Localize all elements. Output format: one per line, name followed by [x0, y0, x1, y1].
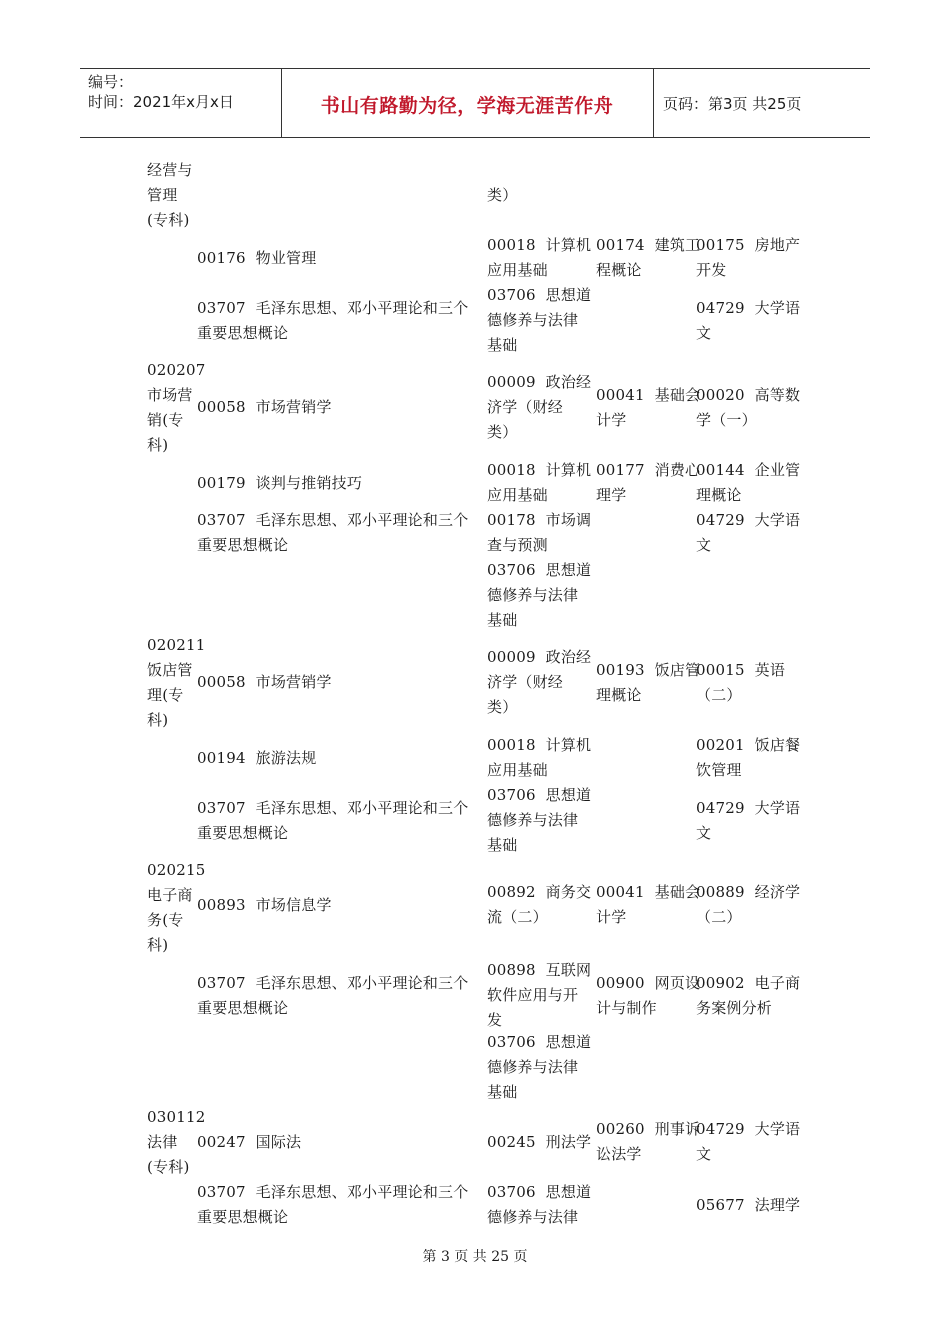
course-cell: 济学（财经	[487, 673, 564, 691]
major-name: (专科)	[147, 211, 190, 229]
course-entry: 00247 国际法	[197, 1132, 302, 1151]
course-cell: 德修养与法律	[487, 311, 579, 329]
major-name: 020211	[147, 636, 206, 654]
course-cell: 应用基础	[487, 486, 548, 504]
course-cell: 计学	[596, 908, 627, 926]
course-cell: 04729 大学语	[696, 511, 801, 529]
course-cell: （二）	[696, 908, 742, 926]
course-entry: 03707 毛泽东思想、邓小平理论和三个	[197, 1183, 469, 1201]
course-entry: 重要思想概论	[197, 1208, 289, 1226]
course-cell: 发	[487, 1011, 503, 1029]
course-entry: 重要思想概论	[197, 823, 289, 842]
course-cell: 查与预测	[487, 536, 548, 554]
course-cell: 软件应用与开	[487, 986, 579, 1004]
course-cell: 应用基础	[487, 761, 548, 779]
course-entry: 重要思想概论	[197, 323, 289, 342]
number-label: 编号：	[88, 73, 134, 91]
course-cell: 德修养与法律	[487, 1208, 579, 1226]
major-name: 科)	[147, 711, 169, 729]
course-cell: 03706 思想道	[487, 1033, 592, 1051]
course-cell: 类）	[487, 698, 518, 716]
course-cell: 03706 思想道	[487, 786, 592, 804]
course-cell: 00178 市场调	[487, 511, 592, 529]
major-name: 020207	[147, 361, 206, 379]
course-cell: 德修养与法律	[487, 1058, 579, 1076]
course-cell: 00018 计算机	[487, 736, 592, 754]
course-cell: 学（一）	[696, 410, 757, 429]
course-cell: 基础	[487, 1083, 518, 1101]
course-entry: 00058 市场营销学	[197, 398, 332, 416]
course-cell: 00201 饭店餐	[696, 736, 801, 754]
course-cell: 程概论	[596, 261, 642, 279]
course-cell: 00902 电子商	[696, 973, 801, 992]
major-name: 管理	[147, 186, 178, 204]
course-cell: 00177 消费心	[596, 461, 701, 479]
course-cell: 00018 计算机	[487, 236, 592, 254]
course-cell: 文	[696, 536, 712, 554]
course-cell: 00900 网页设	[596, 973, 701, 992]
course-cell: 文	[696, 1145, 712, 1163]
course-entry: 重要思想概论	[197, 998, 289, 1017]
course-cell: 00892 商务交	[487, 883, 592, 901]
course-entry: 03707 毛泽东思想、邓小平理论和三个	[197, 798, 469, 817]
course-cell: 00175 房地产	[696, 236, 801, 254]
major-name: 市场营	[147, 386, 193, 404]
course-cell: 00260 刑事诉	[596, 1120, 701, 1138]
course-cell: 德修养与法律	[487, 586, 579, 604]
major-name: 理(专	[147, 686, 184, 704]
course-cell: 理概论	[696, 486, 742, 504]
major-name: 020215	[147, 861, 206, 879]
course-entry: 00179 谈判与推销技巧	[197, 473, 363, 492]
course-cell: 应用基础	[487, 261, 548, 279]
course-cell: 04729 大学语	[696, 798, 801, 817]
course-cell: （二）	[696, 685, 742, 704]
major-name: (专科)	[147, 1158, 190, 1176]
course-cell: 00041 基础会	[596, 883, 701, 901]
course-cell: 00144 企业管	[696, 461, 801, 479]
major-name: 科)	[147, 936, 169, 954]
major-name: 科)	[147, 436, 169, 454]
major-name: 法律	[147, 1133, 178, 1151]
course-entry: 00194 旅游法规	[197, 748, 317, 767]
course-cell: 基础	[487, 611, 518, 629]
course-cell: 03706 思想道	[487, 1183, 592, 1201]
course-cell: 计学	[596, 410, 627, 429]
course-cell: 03706 思想道	[487, 286, 592, 304]
course-cell: 00018 计算机	[487, 461, 592, 479]
course-cell: 类）	[487, 423, 518, 441]
course-entry: 03707 毛泽东思想、邓小平理论和三个	[197, 973, 469, 992]
major-name: 经营与	[147, 161, 193, 179]
course-cell: 德修养与法律	[487, 811, 579, 829]
course-cell: 讼法学	[596, 1145, 642, 1163]
course-cell: 00245 刑法学	[487, 1132, 592, 1151]
course-cell: 基础	[487, 336, 518, 354]
major-name: 务(专	[147, 911, 184, 929]
course-entry: 00893 市场信息学	[197, 895, 332, 914]
course-cell: 文	[696, 323, 712, 342]
course-cell: 类）	[487, 186, 518, 204]
course-cell: 开发	[696, 261, 727, 279]
course-cell: 00174 建筑工	[596, 236, 701, 254]
header-page-info: 页码：第3页 共25页	[663, 95, 802, 113]
page-footer: 第 3 页 共 25 页	[422, 1249, 528, 1265]
course-cell: 饮管理	[696, 761, 742, 779]
major-name: 饭店管	[147, 661, 193, 679]
course-cell: 理概论	[596, 685, 642, 704]
course-entry: 00058 市场营销学	[197, 673, 332, 691]
course-cell: 00015 英语	[696, 660, 786, 679]
course-entry: 00176 物业管理	[197, 248, 317, 267]
major-name: 电子商	[147, 886, 193, 904]
course-cell: 03706 思想道	[487, 561, 592, 579]
course-cell: 00009 政治经	[487, 648, 592, 666]
course-cell: 00889 经济学	[696, 883, 801, 901]
course-cell: 务案例分析	[696, 998, 773, 1017]
course-cell: 00041 基础会	[596, 385, 701, 404]
header-motto: 书山有路勤为径，学海无涯苦作舟	[320, 95, 614, 117]
course-cell: 00009 政治经	[487, 373, 592, 391]
course-cell: 基础	[487, 836, 518, 854]
course-cell: 04729 大学语	[696, 298, 801, 317]
course-entry: 03707 毛泽东思想、邓小平理论和三个	[197, 298, 469, 317]
course-cell: 流（二）	[487, 908, 548, 926]
course-cell: 00020 高等数	[696, 385, 801, 404]
course-cell: 理学	[596, 486, 627, 504]
major-name: 030112	[147, 1108, 206, 1126]
course-cell: 04729 大学语	[696, 1120, 801, 1138]
course-cell: 文	[696, 823, 712, 842]
time-label: 时间：2021年x月x日	[88, 93, 234, 111]
course-cell: 00193 饭店管	[596, 660, 701, 679]
course-cell: 05677 法理学	[696, 1195, 801, 1214]
course-cell: 计与制作	[596, 998, 657, 1017]
course-cell: 00898 互联网	[487, 961, 592, 979]
course-entry: 03707 毛泽东思想、邓小平理论和三个	[197, 511, 469, 529]
course-entry: 重要思想概论	[197, 536, 289, 554]
major-name: 销(专	[147, 411, 184, 429]
course-cell: 济学（财经	[487, 398, 564, 416]
